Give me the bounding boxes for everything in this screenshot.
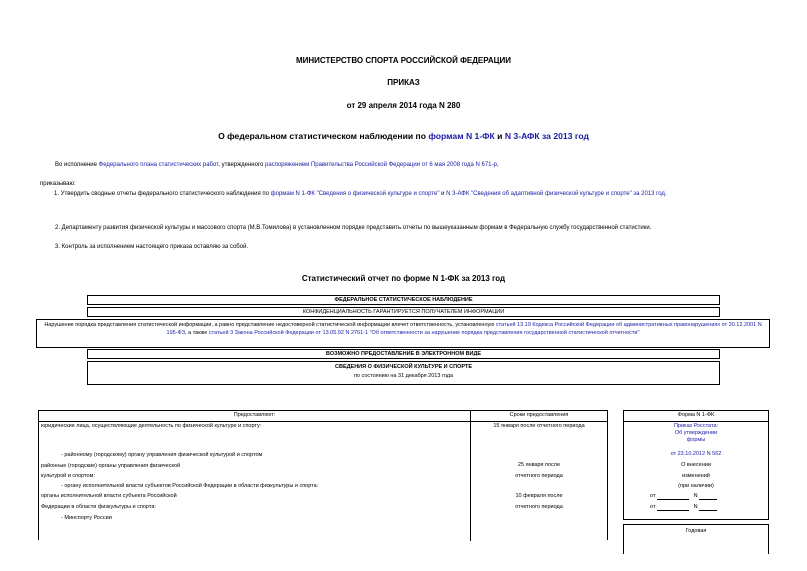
intro-paragraph <box>55 161 775 170</box>
table-row: органы исполнительной власти субъекта Российской <box>41 493 177 499</box>
form-label: Форма N 1-ФК <box>624 411 768 422</box>
submission-table <box>38 410 608 540</box>
amend-number-blank[interactable] <box>699 504 717 511</box>
amend-date-row-1 <box>650 493 717 500</box>
link-federal-plan[interactable]: Федерального плана статистических работ <box>98 162 219 168</box>
liability-warning-box <box>36 319 770 348</box>
term-cell: 25 января после <box>517 462 561 468</box>
term-cell: отчетного периода <box>515 504 563 510</box>
ministry-heading: МИНИСТЕРСТВО СПОРТА РОССИЙСКОЙ ФЕДЕРАЦИИ <box>295 56 512 65</box>
link-government-order[interactable]: распоряжением Правительства Российской Федерации от 6 мая 2008 года N 671-р <box>265 162 497 168</box>
doc-title-mid: и <box>494 131 505 141</box>
p1-post: . <box>664 191 667 197</box>
amend-l2: изменений <box>682 473 710 479</box>
report-info-title: СВЕДЕНИЯ О ФИЗИЧЕСКОЙ КУЛЬТУРЕ И СПОРТЕ <box>335 364 472 370</box>
link-form-1fk[interactable]: формам N 1-ФК <box>428 131 495 141</box>
intro-post: , <box>496 162 499 168</box>
table-row: Федерации в области физкультуры и спорта: <box>41 504 156 510</box>
form-code-box <box>623 410 769 520</box>
n-label: N <box>693 493 698 499</box>
doc-title <box>0 131 807 141</box>
report-title: Статистический отчет по форме N 1-ФК за 2013 год <box>301 274 506 283</box>
amend-date-row-2 <box>650 504 717 511</box>
paragraph-2: 2. Департаменту развития физической культуры и массового спорта (М.В.Томилова) в установленном порядке представить отчеты по вышеуказанным формам в Федеральную службу государственной статистики. <box>55 225 652 231</box>
link-rosstat-order-l3[interactable]: формы <box>686 437 706 443</box>
intro-pre: Во исполнение <box>55 162 99 168</box>
federal-observation-box: ФЕДЕРАЛЬНОЕ СТАТИСТИЧЕСКОЕ НАБЛЮДЕНИЕ <box>87 295 720 305</box>
col-header-provide: Предоставляют: <box>39 411 470 422</box>
table-row: - районному (городскому) органу управления физической культурой и спортом <box>61 452 263 458</box>
confidentiality-box: КОНФИДЕНЦИАЛЬНОСТЬ ГАРАНТИРУЕТСЯ ПОЛУЧАТЕЛЕМ ИНФОРМАЦИИ <box>87 307 720 317</box>
n-label: N <box>693 504 698 510</box>
doc-date: от 29 апреля 2014 года N 280 <box>346 101 461 110</box>
col-header-terms: Сроки предоставления <box>471 411 607 422</box>
table-row: юридические лица, осуществляющие деятельность по физической культуре и спорту: <box>41 423 262 429</box>
link-form-3afk-2013[interactable]: N 3-АФК "Сведения об адаптивной физической культуре и спорте" за 2013 год <box>446 191 665 197</box>
link-rosstat-order-l2[interactable]: Об утверждении <box>674 430 718 436</box>
report-info-box <box>87 361 720 385</box>
table-row: районные (городские) органы управления физической <box>41 463 181 469</box>
link-forms-1fk[interactable]: формам N 1-ФК "Сведения о физической культуре и спорте" <box>270 191 440 197</box>
intro-mid: , утвержденного <box>218 162 266 168</box>
periodicity-box <box>623 524 769 554</box>
doc-type-heading: ПРИКАЗ <box>387 78 420 87</box>
p1-mid: и <box>439 191 447 197</box>
ot-label: от <box>650 493 656 499</box>
table-row: культурой и спортом: <box>41 473 95 479</box>
periodicity-annual: Годовая <box>685 528 707 534</box>
warn-pre: Нарушение порядка представления статистической информации, а равно представление недостоверной статистической информации влечет ответственность, установленную <box>44 322 496 328</box>
doc-title-pre: О федеральном статистическом наблюдении по <box>218 131 429 141</box>
amend-number-blank[interactable] <box>699 493 717 500</box>
prikazyvayu-text: приказываю: <box>40 181 76 187</box>
ot-label: от <box>650 504 656 510</box>
term-cell: 10 февраля после <box>515 493 563 499</box>
report-info-date: по состоянию на 31 декабря 2013 года <box>353 372 454 379</box>
paragraph-1 <box>40 190 772 199</box>
warn-mid: , а также <box>185 329 209 336</box>
link-form-3afk[interactable]: N 3-АФК за 2013 год <box>504 131 589 141</box>
amend-l3: (при наличии) <box>678 483 714 489</box>
amend-l1: О внесении <box>681 462 711 468</box>
electronic-submission-box: ВОЗМОЖНО ПРЕДОСТАВЛЕНИЕ В ЭЛЕКТРОННОМ ВИДЕ <box>87 349 720 359</box>
link-rosstat-order-date[interactable]: от 23.10.2012 N 562 <box>670 451 722 457</box>
table-row: - органу исполнительной власти субъектов Российской Федерации в области физкультуры и спорта: <box>61 483 319 489</box>
p1-pre: 1. Утвердить сводные отчеты федерального статистического наблюдения по <box>54 191 271 197</box>
link-rosstat-order-l1[interactable]: Приказ Росстата: <box>673 423 719 429</box>
amend-date-blank[interactable] <box>657 504 689 511</box>
amend-date-blank[interactable] <box>657 493 689 500</box>
link-article-13-19[interactable]: статьей 13.19 Кодекса Российской Федерации об административных правонарушениях от 30.12.2001 N 195-ФЗ <box>166 322 762 336</box>
link-law-article-3[interactable]: статьей 3 Закона Российской Федерации от 13.05.92 N 2761-1 "Об ответственности за нарушение порядка представления государственной статистической отчетности" <box>208 329 640 336</box>
term-cell: отчетного периода <box>515 473 563 479</box>
table-row: - Минспорту России <box>61 515 112 521</box>
term-cell: 15 января после отчетного периода <box>493 423 585 429</box>
paragraph-3: 3. Контроль за исполнением настоящего приказа оставляю за собой. <box>55 244 249 250</box>
